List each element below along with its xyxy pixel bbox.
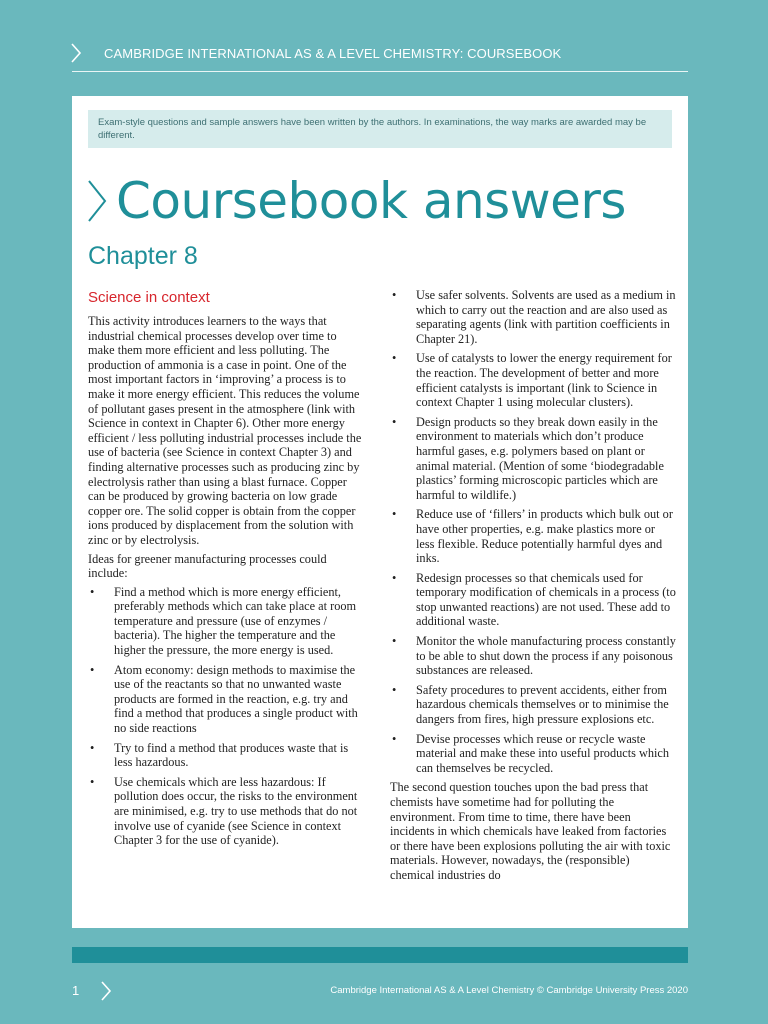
bullet-icon: • [392,682,397,697]
section-heading: Science in context [88,289,210,306]
list-item [390,507,676,565]
list-item-text: Reduce use of ‘fillers’ in products which bulk out or have other properties, e.g. make plastics more or less flexible. Reduce potentially harmful dyes and inks. [416,507,673,566]
list-item-text: Devise processes which reuse or recycle waste material and make these into useful products which can themselves be recycled. [416,731,670,775]
bullet-icon: • [392,731,397,746]
page-number: 1 [72,983,80,998]
footer-bar [72,947,688,963]
left-bullet-list [88,585,364,848]
list-item [390,571,676,629]
disclaimer-box: Exam-style questions and sample answers have been written by the authors. In examinations, the way marks are awarded may be different. [88,110,672,148]
list-item-text: Use safer solvents. Solvents are used as a medium in which to carry out the reaction and are also used as separating agents (link with partition coefficients in Chapter 21). [416,288,676,346]
list-item-text: Design products so they break down easily in the environment to materials which don’t produce harmful gases, e.g. polymers based on plant or animal material. (Mention of some ‘biodegradable plastics’ forming microscopic particles which are harmful to wildlife.) [416,414,664,502]
chapter-heading: Chapter 8 [88,242,198,270]
list-item [88,663,364,736]
list-item-text: Atom economy: design methods to maximise the use of the reactants so that no unwanted waste products are formed in the reaction, e.g. try and find a method that produces a single product with no side reactions [114,662,358,736]
book-title: CAMBRIDGE INTERNATIONAL AS & A LEVEL CHEMISTRY: COURSEBOOK [104,46,562,61]
list-item [390,351,676,409]
chevron-right-icon [86,178,108,224]
list-item-text: Safety procedures to prevent accidents, either from hazardous chemicals themselves or to minimise the dangers from fires, high pressure explosions etc. [416,682,669,727]
running-header [0,0,768,72]
list-item-text: Use of catalysts to lower the energy requirement for the reaction. The development of better and more efficient catalysts is important (link to Science in context Chapter 1 using molecular clusters). [416,351,672,410]
left-column [88,288,364,853]
page-title [86,166,626,236]
bullet-icon: • [90,774,95,789]
copyright-notice: Cambridge International AS & A Level Chemistry © Cambridge University Press 2020 [330,985,688,996]
right-bullet-list [390,288,676,775]
right-column [390,288,676,887]
page-title-text: Coursebook answers [116,172,626,230]
list-item [88,775,364,848]
chevron-right-icon [70,42,82,64]
closing-paragraph: The second question touches upon the bad press that chemists have sometime had for polluting the environment. From time to time, there have been incidents in which chemicals have leaked from factories or there have been explosions polluting the air with toxic materials. However, nowadays, the (responsible) chemical industries do [390,780,671,882]
list-item [88,741,364,770]
content-page [72,96,688,928]
list-item [390,732,676,776]
header-divider [72,71,688,72]
list-item [390,683,676,727]
bullet-icon: • [90,662,95,677]
list-item-text: Monitor the whole manufacturing process constantly to be able to shut down the process if any poisonous substances are released. [416,634,676,678]
list-item-text: Try to find a method that produces waste that is less hazardous. [114,740,349,770]
list-item [390,288,676,346]
list-item-text: Use chemicals which are less hazardous: If pollution does occur, the risks to the environment are minimised, e.g. try to use methods that do not involve use of cyanide (see Science in context Chapter 3 for the use of cyanide). [114,774,358,848]
list-item [390,415,676,503]
bullet-icon: • [392,351,397,366]
bullet-icon: • [392,288,397,302]
bullet-icon: • [90,584,95,599]
list-item [390,634,676,678]
ideas-intro: Ideas for greener manufacturing processes could include: [88,551,327,581]
list-item-text: Redesign processes so that chemicals used for temporary modification of chemicals in a process (to stop unwanted reactions) are not used. These add to additional waste. [416,570,676,629]
bullet-icon: • [392,634,397,649]
next-page-chevron-icon[interactable] [100,980,112,1002]
bullet-icon: • [392,414,397,429]
bullet-icon: • [392,570,397,585]
list-item-text: Find a method which is more energy efficient, preferably methods which can take place at room temperature and pressure (use of enzymes / bacteria). The higher the temperature and the higher the pressure, the more energy is used. [114,584,357,658]
intro-paragraph: This activity introduces learners to the ways that industrial chemical processes develop over time to make them more efficient and less polluting. The production of ammonia is a case in point. One of the most important factors in ‘improving’ a process is to make it more energy efficient. This reduces the volume of pollutant gases present in the atmosphere (link with Science in context in Chapter 6). Other more energy efficient / less polluting industrial processes include the use of bacteria (see Science in context Chapter 3) and finding alternative processes such as producing zinc by electrolysis rather than using a blast furnace. Copper can be produced by growing bacteria on low grade copper ore. The solid copper is obtain from the copper ions produced by displacement from the solution with zinc or by electrolysis. [88,314,362,547]
bullet-icon: • [392,507,397,522]
bullet-icon: • [90,740,95,755]
list-item [88,585,364,658]
